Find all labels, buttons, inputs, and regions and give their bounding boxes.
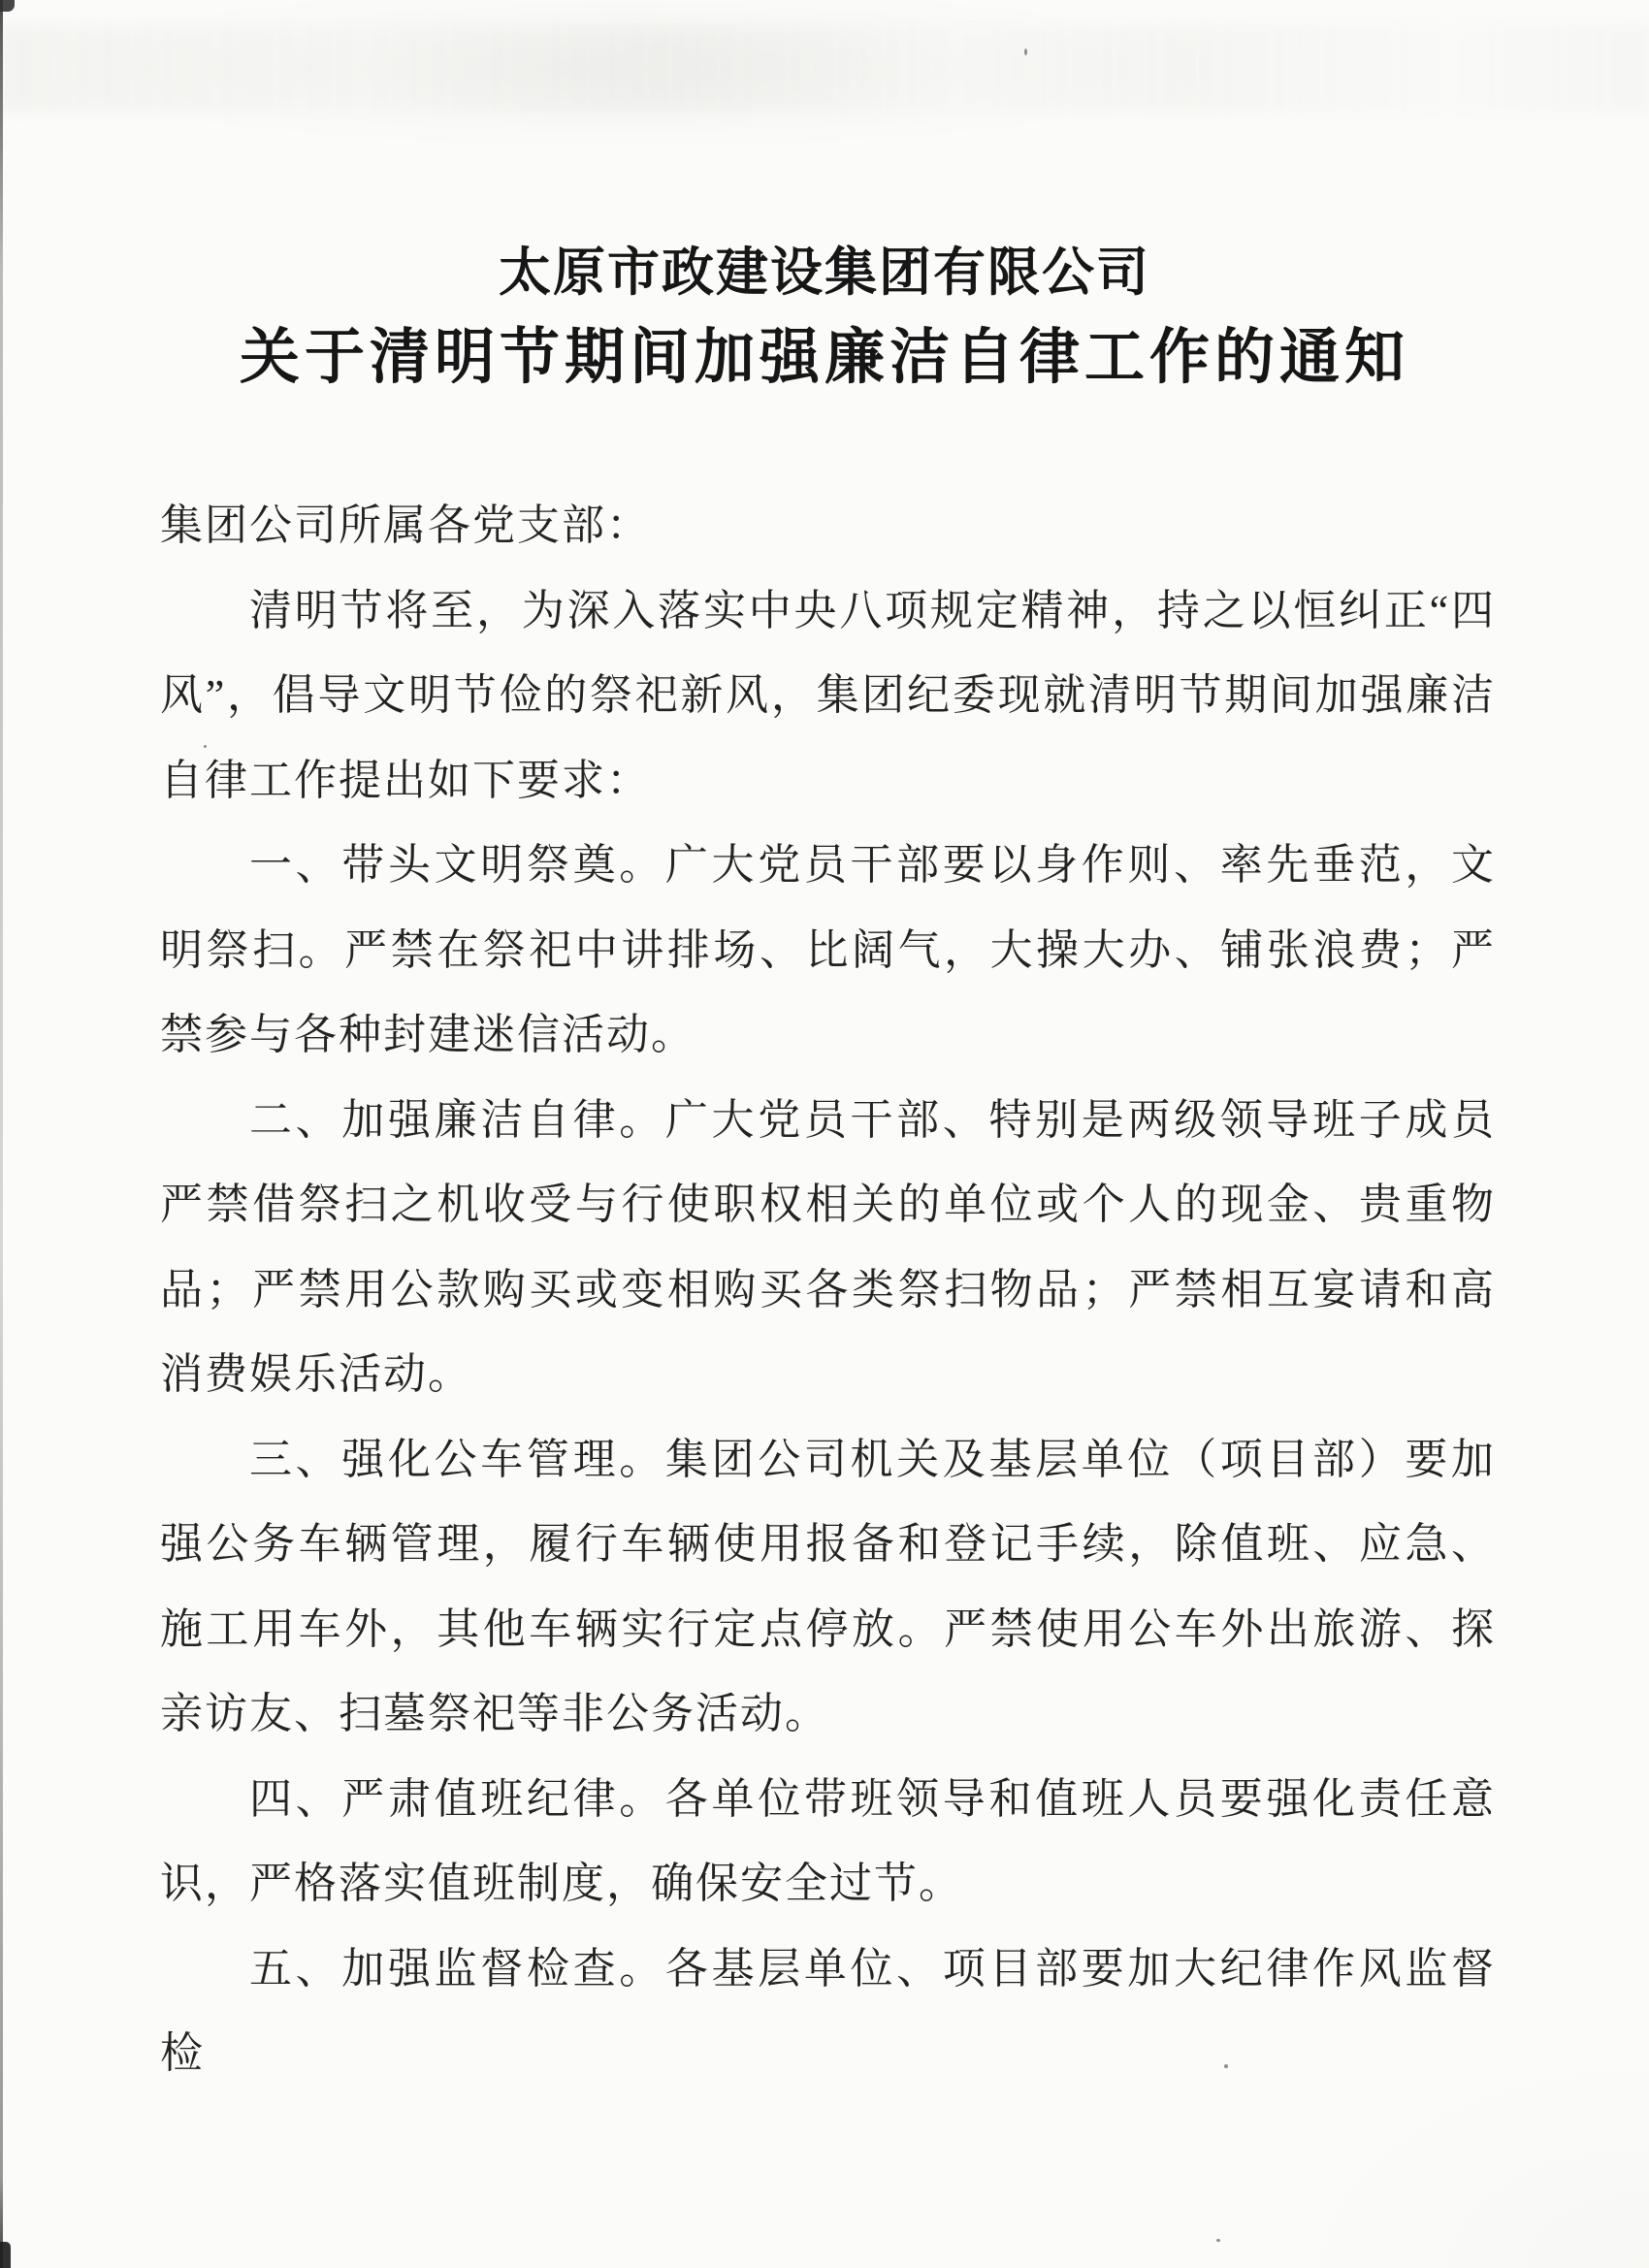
scan-corner-mark-top-left — [0, 0, 15, 12]
paragraph-item-4: 四、严肃值班纪律。各单位带班领导和值班人员要强化责任意识，严格落实值班制度，确保安全过节。 — [160, 1774, 1496, 1907]
document-title-subject: 关于清明节期间加强廉洁自律工作的通知 — [239, 325, 1409, 391]
paragraph-item-5-truncated: 五、加强监督检查。各基层单位、项目部要加大纪律作风监督检 — [160, 1944, 1496, 2077]
paragraph-item-2: 二、加强廉洁自律。广大党员干部、特别是两级领导班子成员严禁借祭扫之机收受与行使职权相关的单位或个人的现金、贵重物品；严禁用公款购买或变相购买各类祭扫物品；严禁相互宴请和高消费娱乐活动。 — [160, 1095, 1496, 1398]
document-title-company: 太原市政建设集团有限公司 — [499, 243, 1150, 302]
document-body — [160, 483, 1496, 2096]
scan-corner-mark-bottom-left — [0, 2242, 11, 2268]
scan-smudge-band — [0, 25, 1649, 113]
paragraph-intro: 清明节将至，为深入落实中央八项规定精神，持之以恒纠正“四风”，倡导文明节俭的祭祀新风，集团纪委现就清明节期间加强廉洁自律工作提出如下要求： — [160, 586, 1496, 804]
paragraph-item-3: 三、强化公车管理。集团公司机关及基层单位（项目部）要加强公务车辆管理，履行车辆使用报备和登记手续，除值班、应急、施工用车外，其他车辆实行定点停放。严禁使用公车外出旅游、探亲访友、扫墓祭祀等非公务活动。 — [160, 1435, 1496, 1737]
salutation: 集团公司所属各党支部： — [160, 502, 651, 549]
scan-speck — [1216, 2239, 1220, 2242]
paragraph-item-1: 一、带头文明祭奠。广大党员干部要以身作则、率先垂范，文明祭扫。严禁在祭祀中讲排场、比阔气，大操大办、铺张浪费；严禁参与各种封建迷信活动。 — [160, 841, 1496, 1058]
scan-speck — [1024, 49, 1027, 55]
